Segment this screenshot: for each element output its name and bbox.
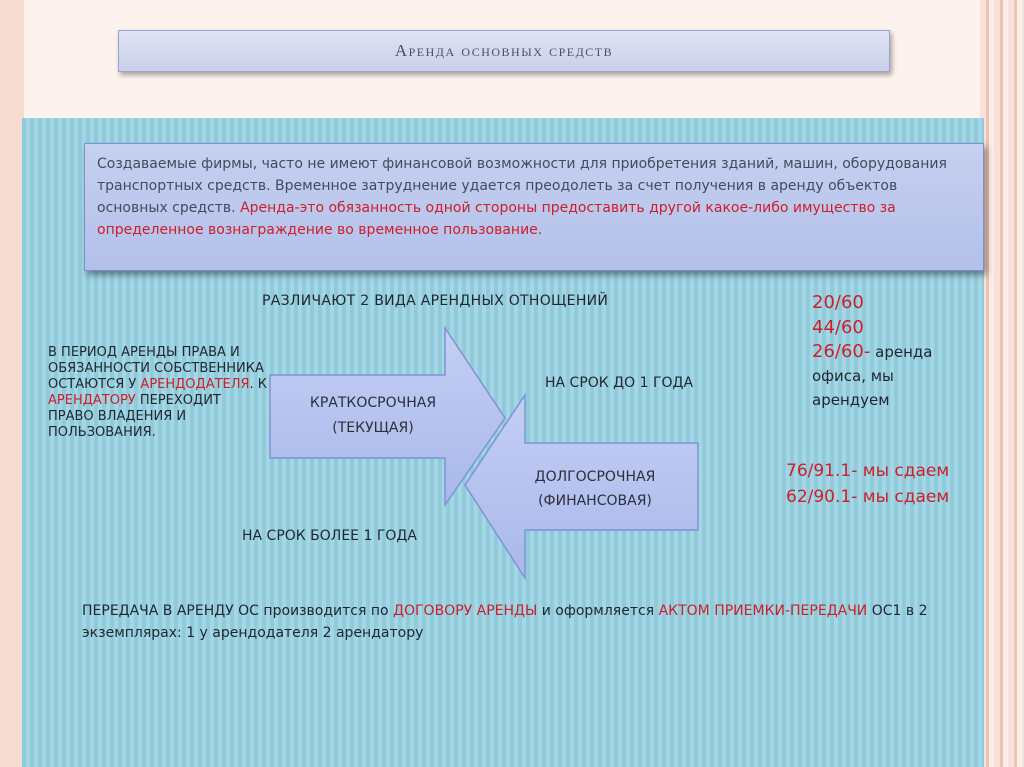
account-44-60: 44/60 [812, 317, 864, 338]
lease-definition: Аренда-это обязанность одной стороны предоставить другой какое-либо имущество за определенное вознаграждение во временное пользование. [97, 200, 896, 238]
ownership-note-part2: . К [249, 377, 268, 392]
ownership-note-part3: ПЕРЕХОДИТ ПРАВО ВЛАДЕНИЯ И ПОЛЬЗОВАНИЯ. [48, 393, 221, 440]
rent-accounts [812, 290, 972, 412]
long-term-label: НА СРОК БОЛЕЕ 1 ГОДА [242, 528, 417, 544]
transfer-note [82, 600, 962, 644]
acceptance-act-term: АКТОМ ПРИЕМКИ-ПЕРЕДАЧИ [658, 603, 868, 619]
account-26-60-note: аренда офиса, мы арендуем [812, 343, 933, 409]
short-term-line1: КРАТКОСРОЧНАЯ [309, 395, 437, 411]
short-term-line2: (ТЕКУЩАЯ) [332, 420, 414, 436]
lease-contract-term: ДОГОВОРУ АРЕНДЫ [393, 603, 538, 619]
long-term-line2: (ФИНАНСОВАЯ) [538, 493, 652, 509]
lessor-term: АРЕНДОДАТЕЛЯ [140, 377, 250, 392]
transfer-part1: ПЕРЕДАЧА В АРЕНДУ ОС производится по [82, 603, 394, 619]
account-76-91: 76/91.1- мы сдаем [786, 461, 950, 481]
ownership-note-part1: В ПЕРИОД АРЕНДЫ ПРАВА И ОБЯЗАННОСТИ СОБСТВЕННИКА ОСТАЮТСЯ У [48, 345, 264, 392]
account-62-90: 62/90.1- мы сдаем [786, 487, 950, 507]
short-term-label: НА СРОК ДО 1 ГОДА [545, 375, 694, 391]
account-20-60: 20/60 [812, 292, 864, 313]
long-term-line1: ДОЛГОСРОЧНАЯ [534, 469, 656, 485]
lessee-term: АРЕНДАТОРУ [48, 393, 136, 408]
transfer-part3: ОС1 в 2 экземплярах: 1 у арендодателя 2 арендатору [82, 603, 928, 641]
types-heading: РАЗЛИЧАЮТ 2 ВИДА АРЕНДНЫХ ОТНОЩЕНИЙ [262, 293, 609, 309]
intro-text: Создаваемые фирмы, часто не имеют финансовой возможности для приобретения зданий, машин, оборудования транспортных средств. Временное затруднение удается преодолеть за счет получения в аренду объектов основных средств. [97, 156, 947, 216]
lease-out-accounts [786, 458, 949, 510]
account-26-60: 26/60- [812, 341, 871, 362]
transfer-part2: и оформляется [537, 603, 659, 619]
page-title: Аренда основных средств [394, 41, 614, 60]
